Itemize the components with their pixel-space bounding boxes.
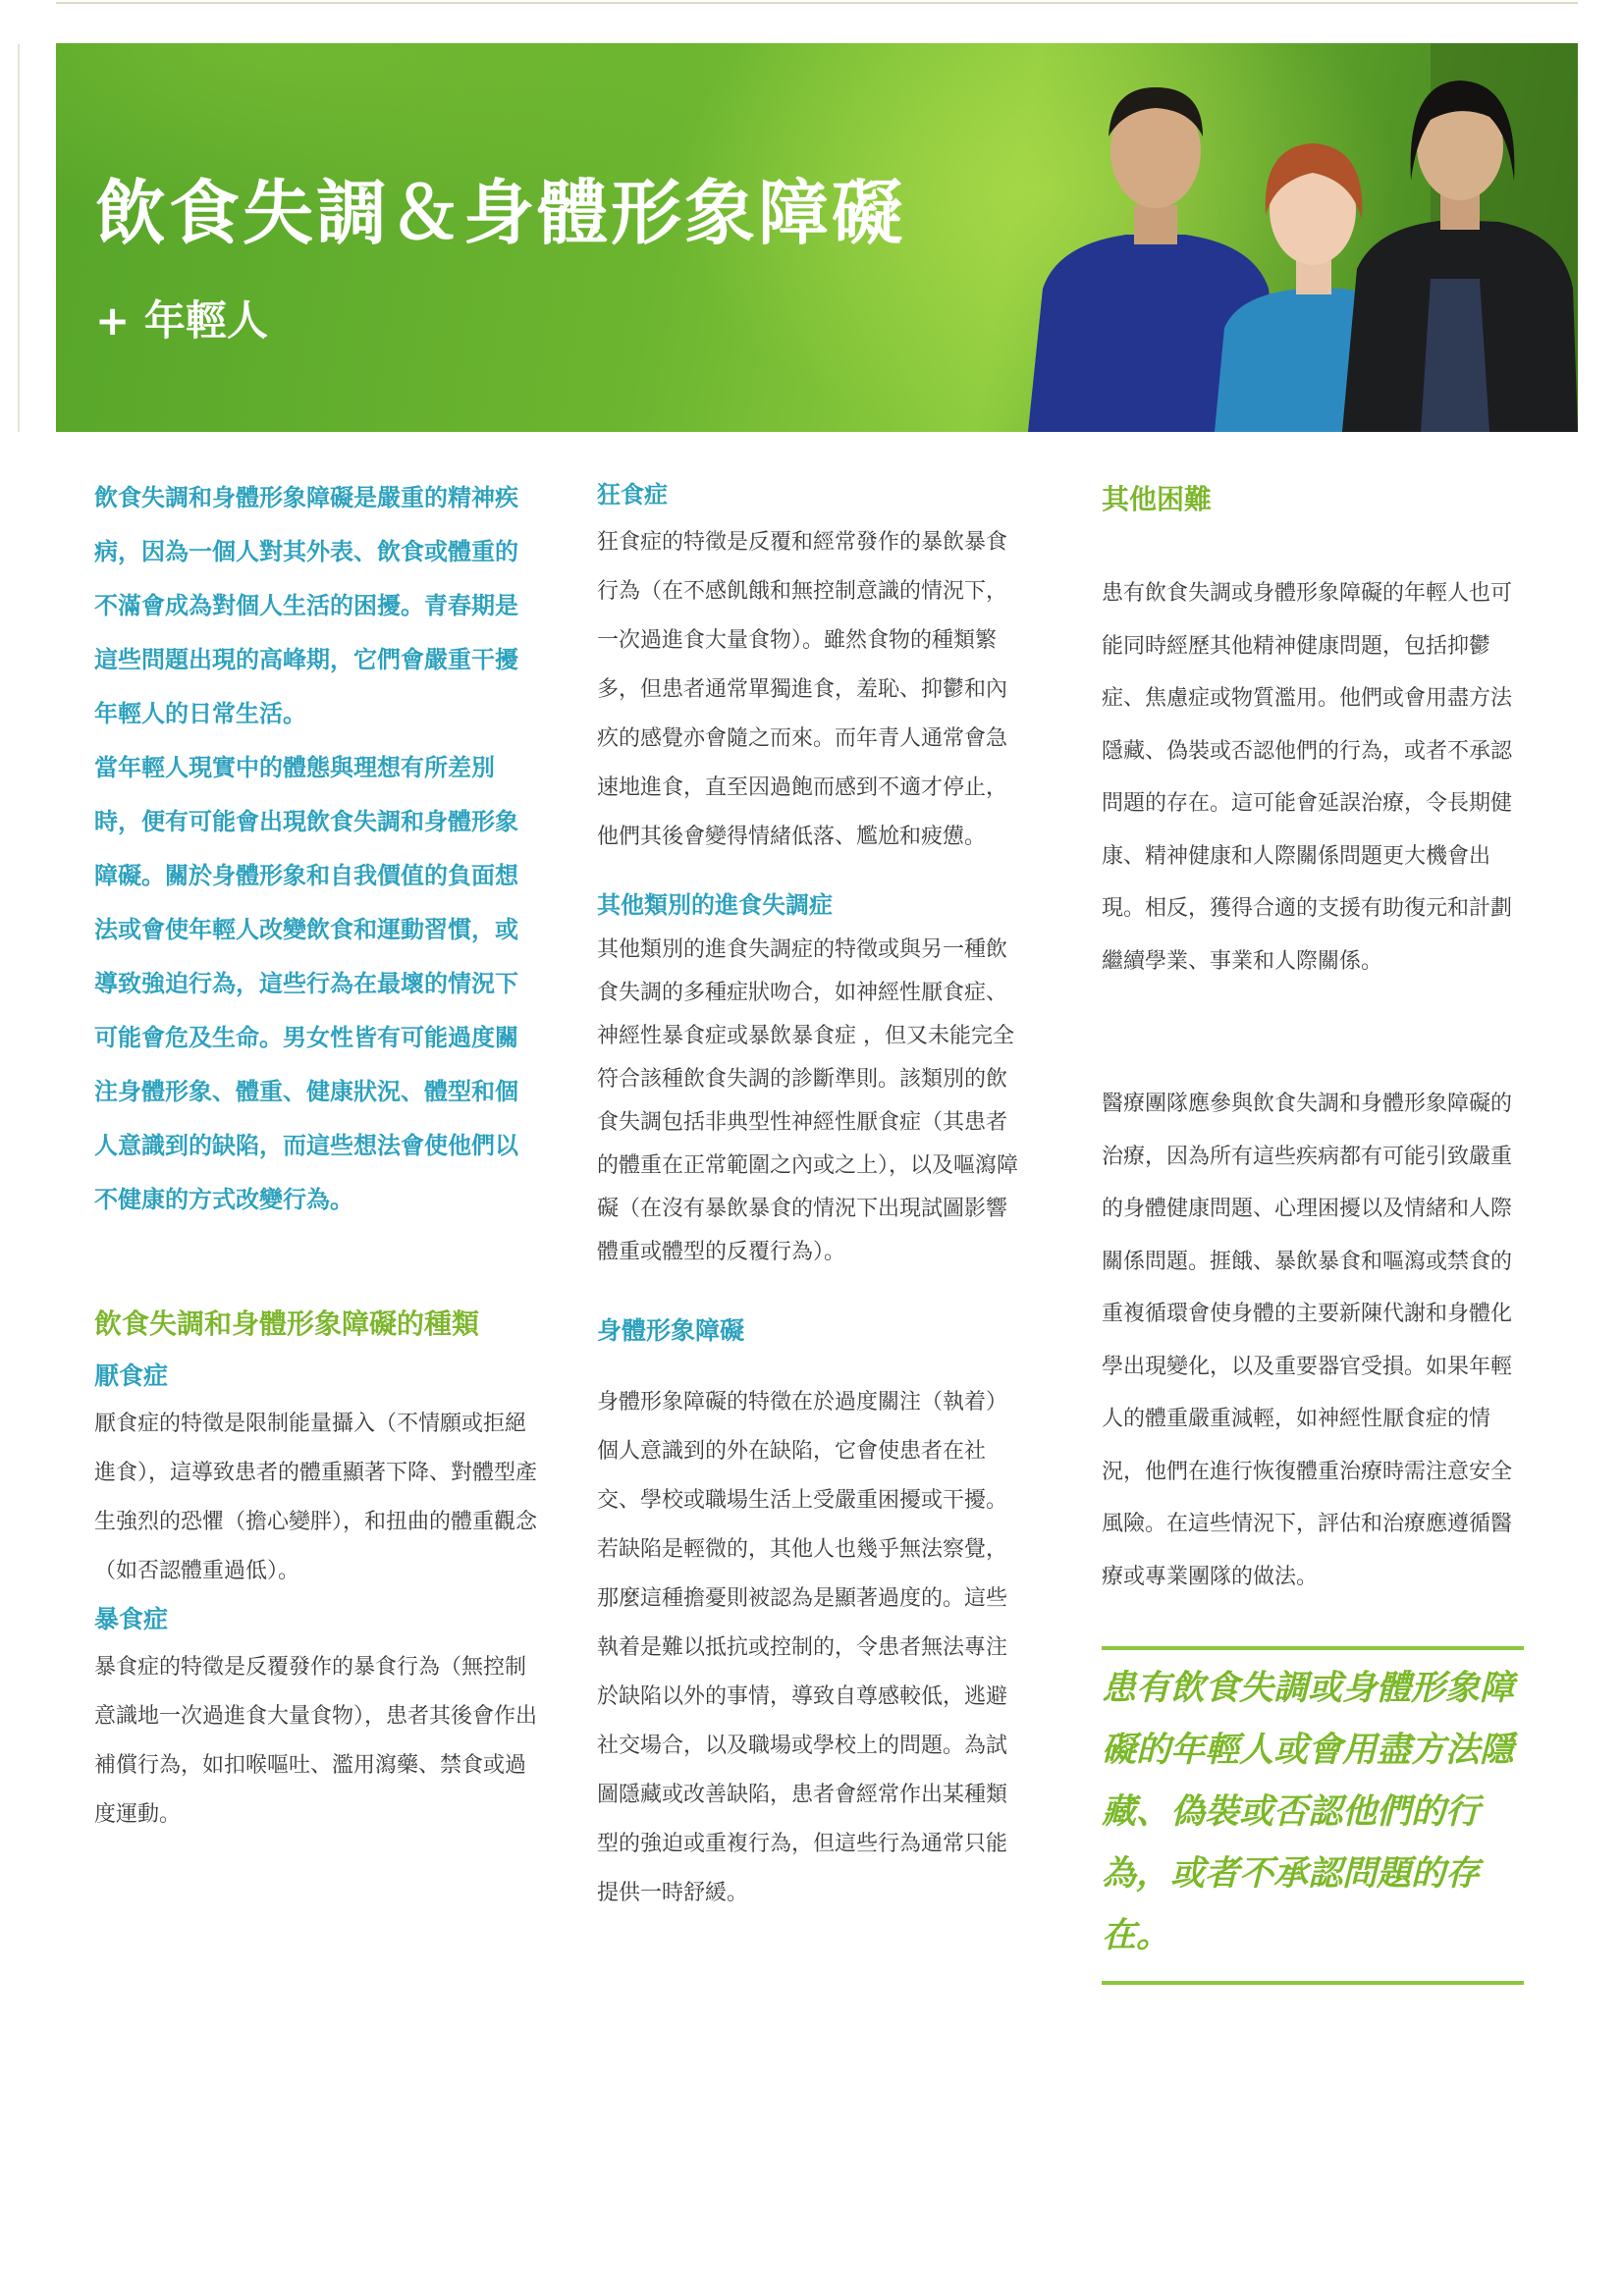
left-margin-rule	[18, 44, 20, 432]
body-dysmorphic-body: 身體形象障礙的特徵在於過度關注（執着）個人意識到的外在缺陷，它會使患者在社交、學校或職場生活上受嚴重困擾或干擾。若缺陷是輕微的，其他人也幾乎無法察覺，那麼這種擔憂則被認為是顯著過度的。這些執着是難以抵抗或控制的，令患者無法專注於缺陷以外的事情，導致自尊感較低，逃避社交場合，以及職場或學校上的問題。為試圖隱藏或改善缺陷，患者會經常作出某種類型的強迫或重複行為，但這些行為通常只能提供一時舒緩。	[597, 1390, 1008, 1905]
binge-eating-heading: 狂食症	[597, 481, 668, 508]
top-rule	[56, 2, 1578, 4]
pull-quote: 患有飲食失調或身體形象障礙的年輕人或會用盡方法隱藏、偽裝或否認他們的行為，或者不承認問題的存在。	[1102, 1669, 1515, 1955]
other-difficulties-para-2: 醫療團隊應參與飲食失調和身體形象障礙的治療，因為所有這些疾病都有可能引致嚴重的身體健康問題、心理困擾以及情緒和人際關係問題。捱餓、暴飲暴食和嘔瀉或禁食的重複循環會使身體的主要新陳代謝和身體化學出現變化，以及重要器官受損。如果年輕人的體重嚴重減輕，如神經性厭食症的情況，他們在進行恢復體重治療時需注意安全風險。在這些情況下，評估和治療應遵循醫療或專業團隊的做法。	[1102, 1092, 1513, 1589]
banner-photo-young-people	[1018, 43, 1578, 432]
other-eating-disorders-body: 其他類別的進食失調症的特徵或與另一種飲食失調的多種症狀吻合，如神經性厭食症、神經性暴食症或暴飲暴食症 ，但又未能完全符合該種飲食失調的診斷準則。該類別的飲食失調包括非典型性神經性厭食症（其患者的體重在正常範圍之內或之上），以及嘔瀉障礙（在沒有暴飲暴食的情況下出現試圖影響體重或體型的反覆行為）。	[597, 937, 1019, 1264]
column-1	[94, 471, 538, 1840]
bulimia-heading: 暴食症	[94, 1605, 169, 1633]
other-difficulties-heading: 其他困難	[1102, 483, 1213, 515]
types-heading: 飲食失調和身體形象障礙的種類	[94, 1308, 480, 1340]
binge-eating-body: 狂食症的特徵是反覆和經常發作的暴飲暴食行為（在不感飢餓和無控制意識的情況下，一次過進食大量食物）。雖然食物的種類繁多，但患者通常單獨進食，羞恥、抑鬱和內疚的感覺亦會隨之而來。而年青人通常會急速地進食，直至因過飽而感到不適才停止，他們其後會變得情緒低落、尷尬和疲憊。	[597, 530, 1008, 849]
anorexia-heading: 厭食症	[94, 1362, 169, 1390]
column-3	[1102, 471, 1532, 1985]
intro-paragraph-2: 當年輕人現實中的體態與理想有所差別時，便有可能會出現飲食失調和身體形象障礙。關於身體形象和自我價值的負面想法或會使年輕人改變飲食和運動習慣，或導致強迫行為，這些行為在最壞的情況下可能會危及生命。男女性皆有可能過度關注身體形象、體重、健康狀況、體型和個人意識到的缺陷，而這些想法會使他們以不健康的方式改變行為。	[94, 754, 518, 1213]
intro-paragraph: 飲食失調和身體形象障礙是嚴重的精神疾病，因為一個人對其外表、飲食或體重的不滿會成為對個人生活的困擾。青春期是這些問題出現的高峰期，它們會嚴重干擾年輕人的日常生活。	[94, 484, 518, 727]
other-difficulties-para-1: 患有飲食失調或身體形象障礙的年輕人也可能同時經歷其他精神健康問題，包括抑鬱症、焦慮症或物質濫用。他們或會用盡方法隱藏、偽裝或否認他們的行為，或者不承認問題的存在。這可能會延誤治療，令長期健康、精神健康和人際關係問題更大機會出現。相反，獲得合適的支援有助復元和計劃繼續學業、事業和人際關係。	[1102, 581, 1513, 974]
page-title: 飲食失調＆身體形象障礙	[95, 172, 906, 254]
column-2	[597, 471, 1019, 1918]
header-banner	[56, 43, 1578, 432]
callout-bottom-rule	[1102, 1981, 1524, 1985]
anorexia-body: 厭食症的特徵是限制能量攝入（不情願或拒絕進食），這導致患者的體重顯著下降、對體型產生強烈的恐懼（擔心變胖），和扭曲的體重觀念（如否認體重過低）。	[94, 1412, 538, 1583]
page-subtitle: + 年輕人	[95, 296, 268, 345]
bulimia-body: 暴食症的特徵是反覆發作的暴食行為（無控制意識地一次過進食大量食物），患者其後會作出補償行為，如扣喉嘔吐、濫用瀉藥、禁食或過度運動。	[94, 1655, 538, 1827]
other-eating-disorders-heading: 其他類別的進食失調症	[597, 891, 833, 919]
body-dysmorphic-heading: 身體形象障礙	[597, 1316, 745, 1345]
